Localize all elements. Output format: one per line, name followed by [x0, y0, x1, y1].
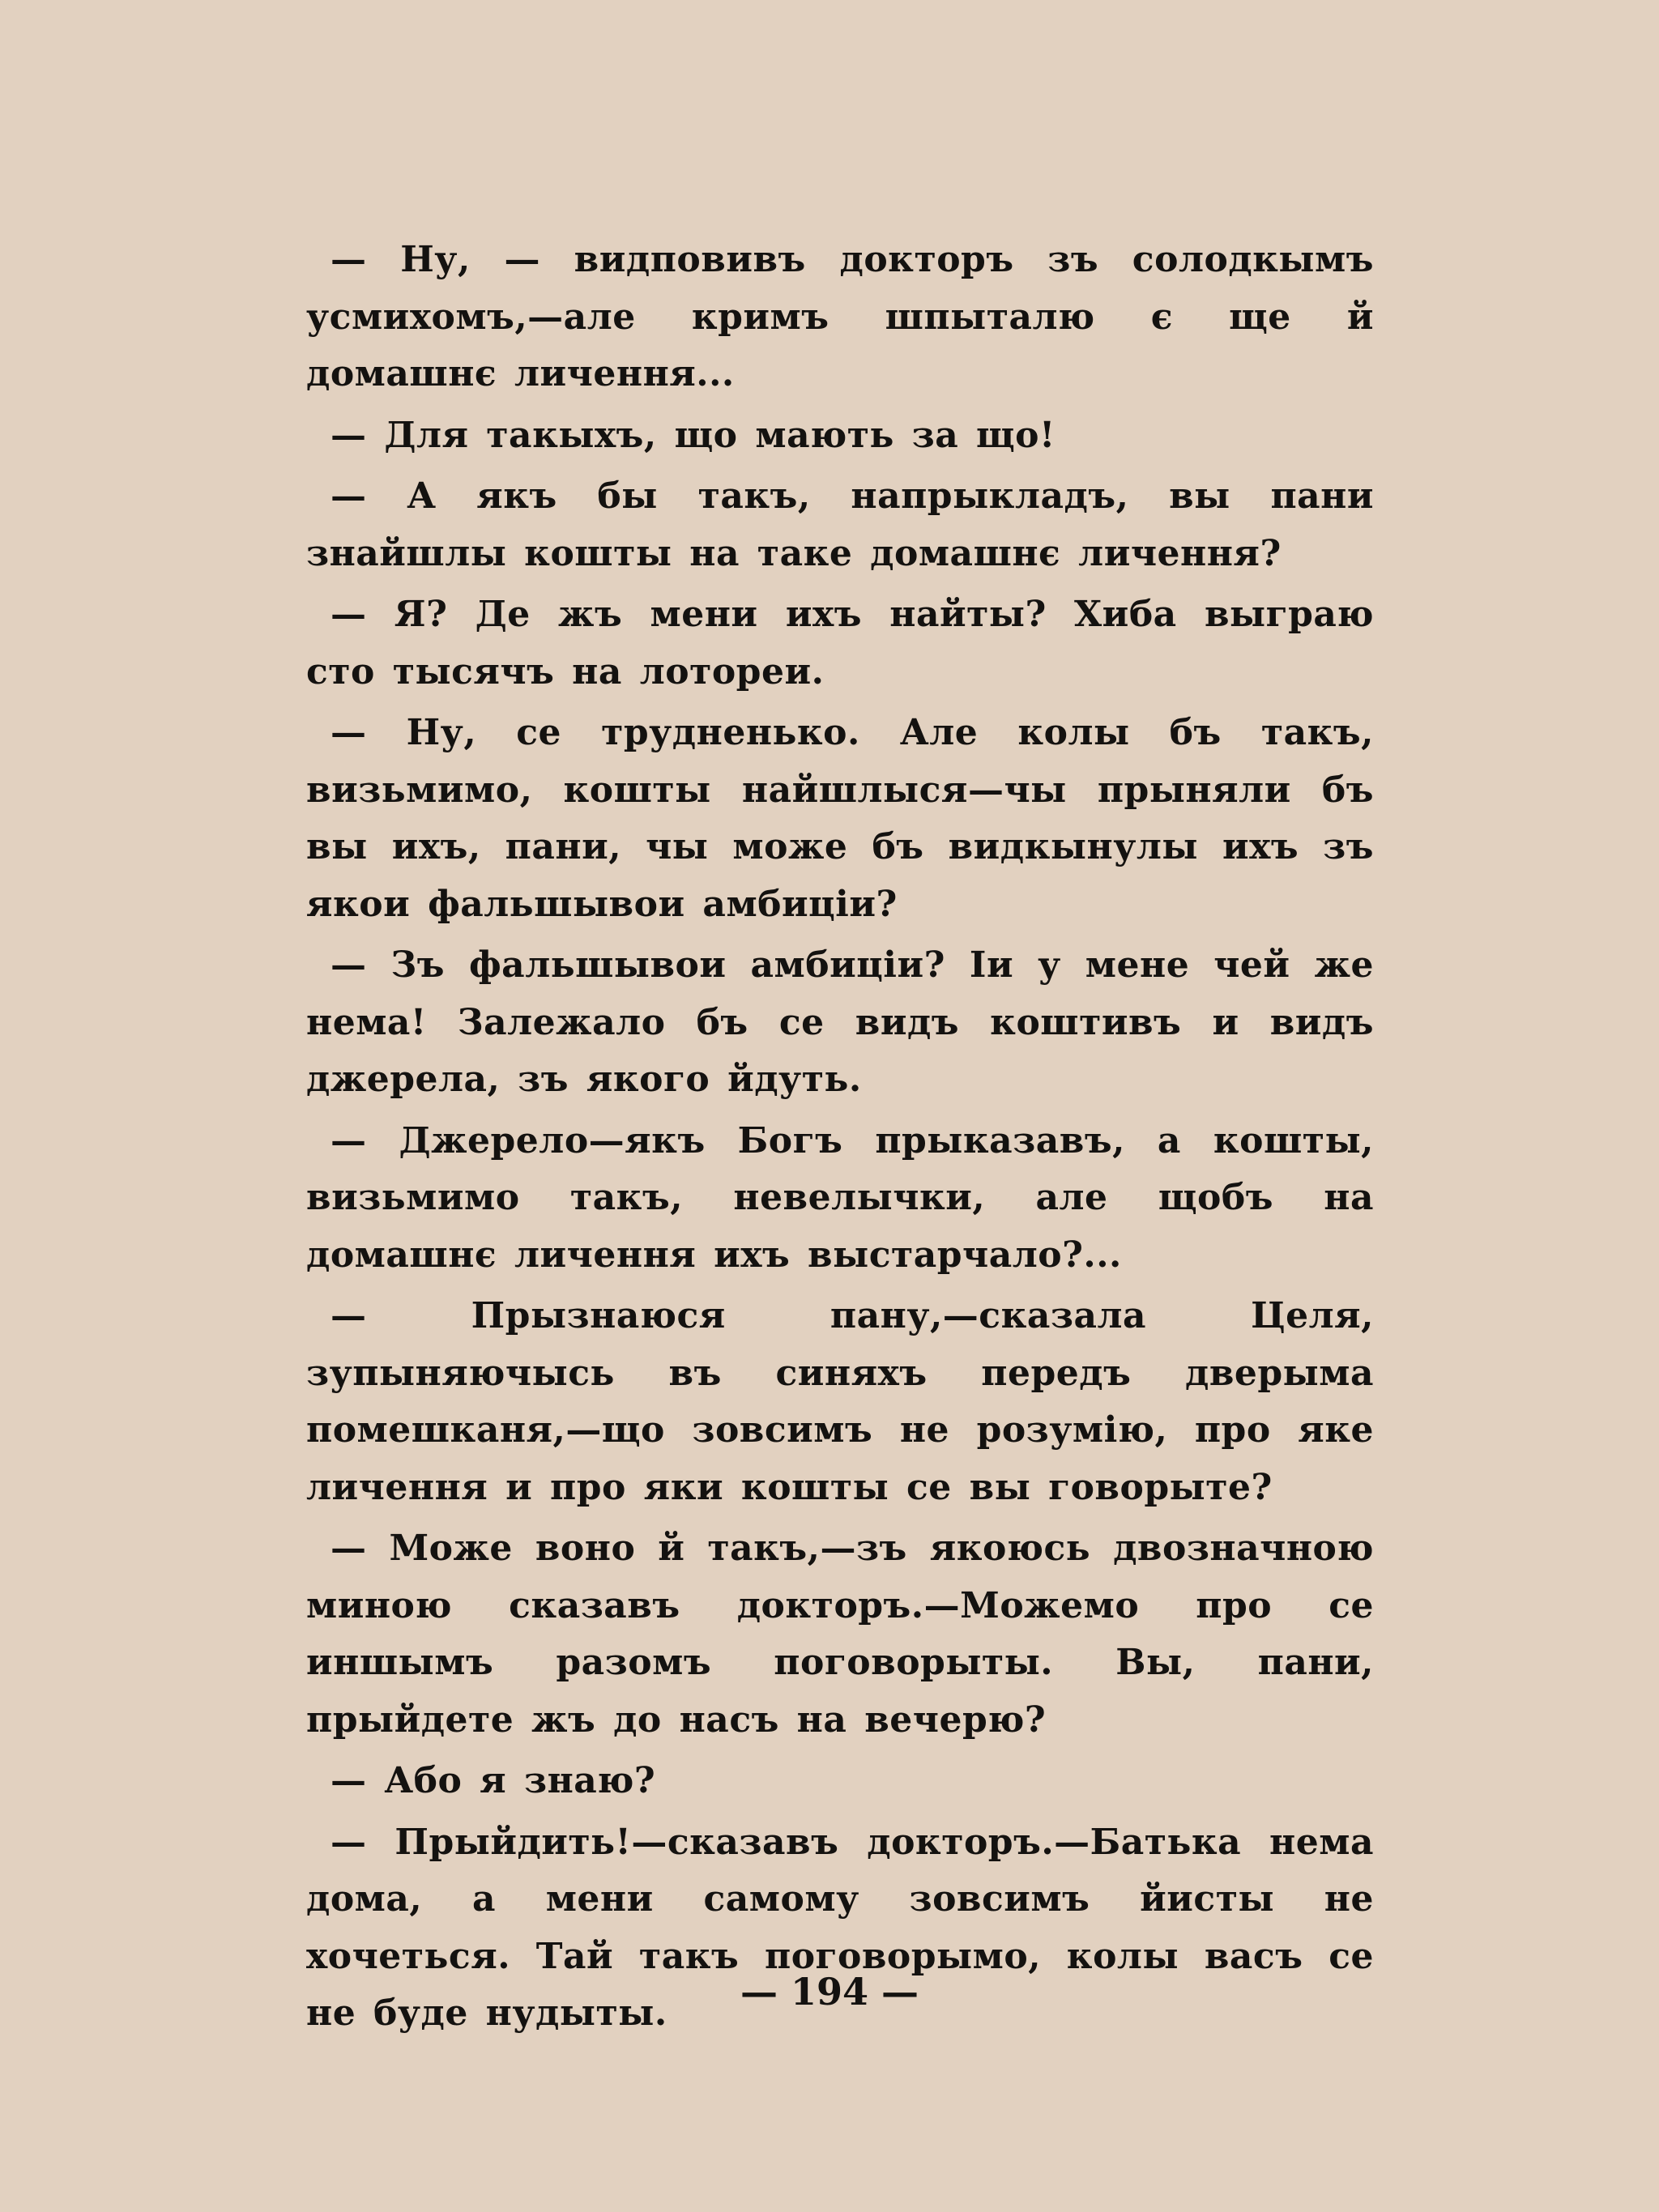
text-block: [306, 232, 1374, 2047]
paragraph-9: — Може воно й такъ,—зъ якоюсь двозначною миною сказавъ докторъ.—Можемо про се иншымъ разомъ поговорыты. Вы, пани, прыйдете жъ до насъ на вечерю?: [306, 1528, 1374, 1741]
paragraph-5: — Ну, се трудненько. Але колы бъ такъ, визьмимо, кошты найшлыся—чы прыняли бъ вы ихъ, пани, чы може бъ видкынулы ихъ зъ якои фальшывои амбиціи?: [306, 712, 1374, 925]
page-number: — 194 —: [740, 1970, 919, 2014]
paragraph-6: — Зъ фальшывои амбиціи? Іи у мене чей же нема! Залежало бъ се видъ коштивъ и видъ джерела, зъ якого йдуть.: [306, 944, 1374, 1100]
paragraph-3: — А якъ бы такъ, напрыкладъ, вы пани знайшлы кошты на таке домашнє личення?: [306, 475, 1374, 574]
paragraph-2: — Для такыхъ, що мають за що!: [331, 414, 1056, 456]
paragraph-10: — Або я знаю?: [331, 1760, 656, 1801]
paragraph-1: — Ну, — видповивъ докторъ зъ солодкымъ усмихомъ,—але кримъ шпыталю є ще й домашнє личення...: [306, 239, 1374, 394]
paragraph-11: — Прыйдить!—сказавъ докторъ.—Батька нема дома, а мени самому зовсимъ йисты не хочеться. Тай такъ поговорымо, колы васъ се не буде нудыты.: [306, 1821, 1374, 2034]
paragraph-7: — Джерело—якъ Богъ прыказавъ, а кошты, визьмимо такъ, невелычки, але щобъ на домашнє личення ихъ выстарчало?...: [306, 1119, 1374, 1276]
paragraph-8: — Прызнаюся пану,—сказала Целя, зупыняючысь въ синяхъ передъ дверыма помешканя,—що зовсимъ не розумію, про яке личення и про яки кошты се вы говорыте?: [306, 1295, 1374, 1508]
paragraph-4: — Я? Де жъ мени ихъ найты? Хиба выграю сто тысячъ на лотореи.: [306, 594, 1374, 693]
